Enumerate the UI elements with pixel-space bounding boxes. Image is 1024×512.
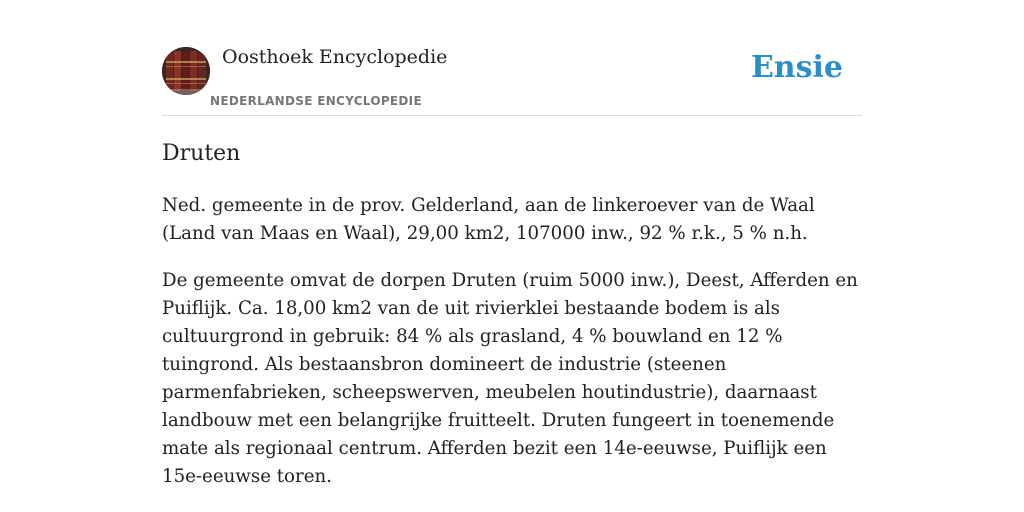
site-subtitle: NEDERLANDSE ENCYCLOPEDIE (210, 94, 422, 108)
header (162, 44, 862, 116)
brand-logo-link[interactable]: Ensie (750, 50, 843, 85)
article (162, 138, 862, 491)
article-paragraph: De gemeente omvat de dorpen Druten (ruim 5000 inw.), Deest, Afferden en Puiflijk. Ca. 18,00 km2 van de uit rivierklei bestaande bodem is als cultuurgrond in gebruik: 84 % als grasland, 4 % bouwland en 12 % tuingrond. Als bestaansbron domineert de industrie (steenen parmenfabrieken, scheepswerven, meubelen houtindustrie), daarnaast landbouw met een belangrijke fruitteelt. Druten fungeert in toenemende mate als regionaal centrum. Afferden bezit een 14e-eeuwse, Puiflijk een 15e-eeuwse toren. (162, 270, 858, 487)
book-spines-icon[interactable] (162, 47, 210, 95)
article-title: Druten (162, 141, 241, 166)
article-paragraph: Ned. gemeente in de prov. Gelderland, aan de linkeroever van de Waal (Land van Maas en Waal), 29,00 km2, 107000 inw., 92 % r.k., 5 % n.h. (162, 195, 815, 244)
site-title-link[interactable]: Oosthoek Encyclopedie (222, 46, 448, 68)
